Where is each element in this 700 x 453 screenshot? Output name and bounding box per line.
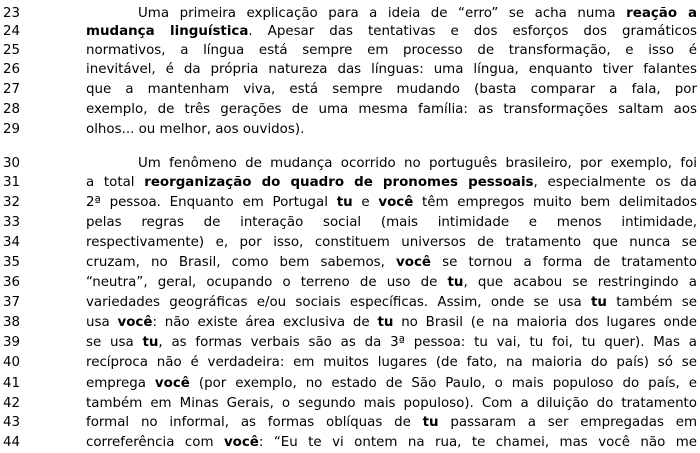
text-segment: 2ª pessoa. Enquanto em Portugal [86,195,337,210]
bold-phrase: você [117,315,153,330]
text-segment: variedades geográficas e/ou sociais específicas. Assim, onde se usa [86,295,591,310]
bold-phrase: mudança linguística [86,24,249,39]
text-line [0,119,700,140]
text-segment: também se [606,295,698,310]
text-line [0,172,700,193]
text-segment: respectivamente) e, por isso, constituem universos de tratamento que nunca se [86,235,697,250]
text-segment: pelas regras de interação social (mais intimidade e menos intimidade, [86,215,697,230]
text-segment: olhos... ou melhor, aos ouvidos). [86,122,305,137]
text-segment: “neutra”, geral, ocupando o terreno de uso de [86,275,448,290]
text-segment: (por exemplo, no estado de São Paulo, o mais populoso do país, e [189,376,697,391]
line-text [86,40,697,61]
text-line [0,432,700,453]
text-segment: que a mantenham viva, está sempre mudando (basta comparar a fala, por [86,82,697,97]
text-segment: Um fenômeno de mudança ocorrido no português brasileiro, por exemplo, foi [138,156,697,171]
text-segment: . Apesar das tentativas e dos esforços dos gramáticos [248,24,697,39]
line-text [86,393,697,414]
text-line [0,332,700,353]
text-segment: a total [86,175,145,190]
line-number: 30 [3,156,21,171]
line-number: 34 [3,235,21,250]
text-segment: Uma primeira explicação para a ideia de “erro” se acha numa [138,6,627,21]
line-number: 36 [3,275,21,290]
bold-phrase: reação a [626,6,697,21]
line-number: 41 [3,376,21,391]
text-segment: também em Minas Gerais, o segundo mais populoso). Com a diluição do tratamento [86,396,697,411]
text-segment: exemplo, de três gerações de uma mesma família: as transformações saltam aos [86,102,697,117]
text-line [0,79,700,100]
text-segment: : não existe área exclusiva de [152,315,378,330]
text-segment: cruzam, no Brasil, como bem sabemos, [86,255,397,270]
line-text [86,312,697,333]
text-line [0,153,700,174]
text-segment: têm empregos muito bem delimitados [413,195,697,210]
line-number: 29 [3,122,21,137]
line-text [138,153,697,174]
text-line [0,373,700,394]
line-number: 31 [3,175,21,190]
line-number: 43 [3,415,21,430]
text-segment: no Brasil (e na maioria dos lugares onde [393,315,697,330]
line-text [86,232,697,253]
line-number: 38 [3,315,21,330]
bold-phrase: você [396,255,431,270]
bold-phrase: tu [142,335,159,350]
line-number: 24 [3,24,21,39]
bold-phrase: tu [591,295,607,310]
line-text [86,59,697,80]
text-line [0,40,700,61]
text-segment: formal no informal, as formas oblíquas de [86,415,423,430]
line-text [86,119,697,140]
bold-phrase: você [154,376,190,391]
bold-phrase: você [223,435,259,450]
bold-phrase: tu [447,275,464,290]
text-segment: se usa [86,335,143,350]
line-number: 25 [3,43,21,58]
line-number: 35 [3,255,21,270]
line-text [86,212,697,233]
line-number: 28 [3,102,21,117]
bold-phrase: você [378,195,414,210]
text-line [0,412,700,433]
line-number: 40 [3,355,21,370]
bold-phrase: tu [336,195,353,210]
line-text [86,99,697,120]
line-text [86,192,697,213]
line-number: 39 [3,335,21,350]
text-segment: se tornou a forma de tratamento [430,255,697,270]
line-number: 26 [3,62,21,77]
text-segment: inevitável, é da própria natureza das línguas: uma língua, enquanto tiver falantes [86,62,697,77]
text-line [0,252,700,273]
text-line [0,232,700,253]
bold-phrase: tu [377,315,394,330]
line-text [86,373,697,394]
text-segment: normativos, a língua está sempre em processo de transformação, e isso é [86,43,697,58]
text-line [0,21,700,42]
line-text [86,252,697,273]
text-line [0,292,700,313]
line-text [86,79,697,100]
line-number: 23 [3,6,21,21]
text-segment: emprega [86,376,155,391]
text-line [0,312,700,333]
line-number: 42 [3,396,21,411]
text-segment: , as formas verbais são as da 3ª pessoa: tu vai, tu foi, tu quer). Mas a [158,335,697,350]
text-line [0,99,700,120]
text-line [0,352,700,373]
line-number: 37 [3,295,21,310]
text-line [0,59,700,80]
line-text [86,172,697,193]
line-number: 44 [3,435,21,450]
text-line [0,212,700,233]
text-line [0,272,700,293]
line-text [86,432,697,453]
line-text [86,352,697,373]
text-segment: correferência com [86,435,224,450]
line-number: 32 [3,195,21,210]
text-segment: e [352,195,379,210]
bold-phrase: tu [422,415,439,430]
line-text [86,272,697,293]
text-segment: usa [86,315,118,330]
bold-phrase: reorganização do quadro de pronomes pessoais [144,175,534,190]
text-segment: , que acabou se restringindo a [463,275,697,290]
text-segment: passaram a ser empregadas em [438,415,698,430]
line-text [86,332,697,353]
text-segment: : “Eu te vi ontem na rua, te chamei, mas você não me [258,435,697,450]
line-number: 27 [3,82,21,97]
text-segment: recíproca não é verdadeira: em muitos lugares (de fato, na maioria do país) só se [86,355,697,370]
line-text [86,292,697,313]
text-line [0,393,700,414]
line-text [86,412,697,433]
text-line [0,192,700,213]
line-text [86,21,697,42]
line-number: 33 [3,215,21,230]
text-segment: , especialmente os da [533,175,697,190]
